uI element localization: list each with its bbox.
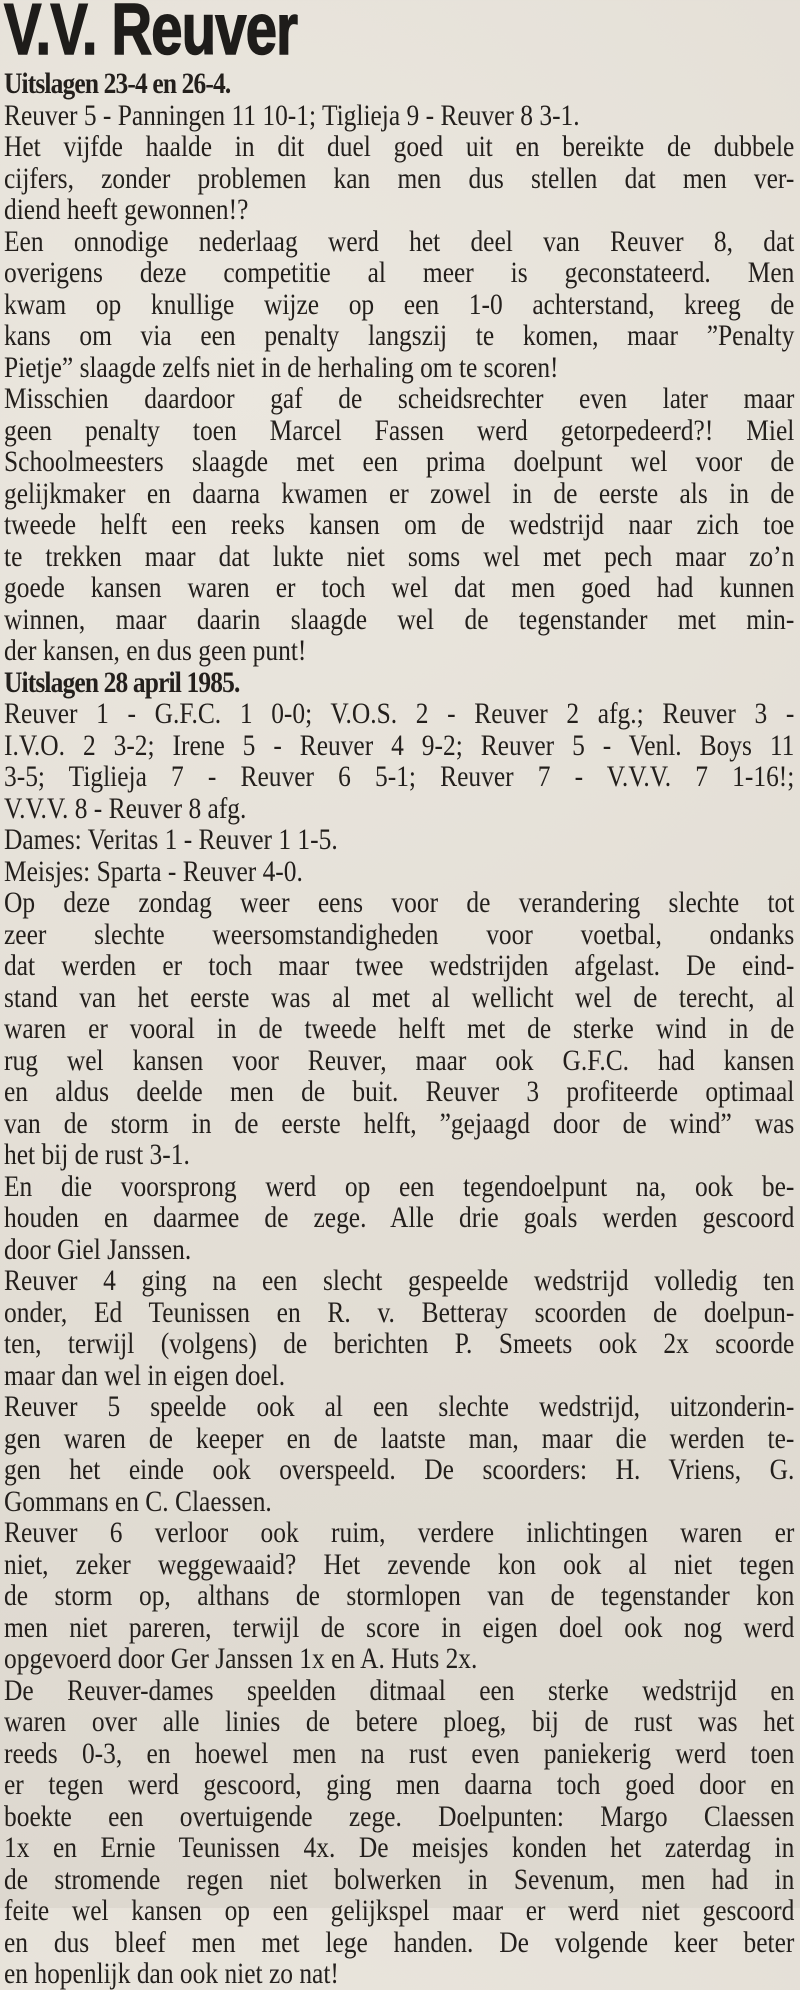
text-line: de storm op, althans de stormlopen van de tegenstander kon — [4, 1579, 795, 1612]
text-line: en dus bleef men met lege handen. De volgende keer beter — [4, 1925, 795, 1959]
text-line: houden en daarmee de zege. Alle drie goals werden gescoord — [4, 1201, 795, 1234]
paragraph — [4, 131, 794, 226]
text-line: Een onnodige nederlaag werd het deel van Reuver 8, dat — [4, 224, 795, 258]
text-line: gen waren de keeper en de laatste man, maar die werden te- — [4, 1421, 795, 1455]
text-line: Reuver 1 - G.F.C. 1 0-0; V.O.S. 2 - Reuver 2 afg.; Reuver 3 - — [4, 697, 795, 730]
text-line: kwam op knullige wijze op een 1-0 achterstand, kreeg de — [4, 287, 795, 321]
results-section — [4, 68, 794, 667]
text-line: Gommans en C. Claessen. — [4, 1484, 272, 1518]
text-line: zeer slechte weersomstandigheden voor voetbal, ondanks — [4, 917, 795, 951]
text-line: geen penalty toen Marcel Fassen werd getorpedeerd?! Miel — [4, 413, 795, 447]
paragraph — [4, 856, 794, 888]
text-line: niet, zeker weggewaaid? Het zevende kon ook al niet tegen — [4, 1547, 795, 1581]
text-line: Reuver 6 verloor ook ruim, verdere inlichtingen waren er — [4, 1516, 795, 1549]
text-line: feite wel kansen op een gelijkspel maar er werd niet gescoord — [4, 1894, 795, 1927]
text-line: En die voorsprong werd op een tegendoelpunt na, ook be- — [4, 1169, 795, 1203]
text-line: der kansen, en dus geen punt! — [4, 634, 307, 667]
text-line: maar dan wel in eigen doel. — [4, 1358, 286, 1392]
text-line: Pietje” slaagde zelfs niet in de herhaling om te scoren! — [4, 350, 559, 384]
section-heading: Uitslagen 23-4 en 26-4. — [4, 67, 231, 100]
paragraph — [4, 100, 794, 132]
text-line: het bij de rust 3-1. — [4, 1138, 190, 1171]
text-line: waren er vooral in de tweede helft met de sterke wind in de — [4, 1012, 795, 1045]
text-line: boekte een overtuigende zege. Doelpunten: Margo Claessen — [4, 1799, 795, 1833]
text-line: Misschien daardoor gaf de scheidsrechter even later maar — [4, 382, 795, 415]
paragraph — [4, 1517, 794, 1675]
text-line: Het vijfde haalde in dit duel goed uit en bereikte de dubbele — [4, 130, 795, 163]
text-line: Op deze zondag weer eens voor de verandering slechte tot — [4, 886, 795, 919]
text-line: reeds 0-3, en hoewel men na rust even paniekerig werd toen — [4, 1736, 795, 1770]
text-line: I.V.O. 2 3-2; Irene 5 - Reuver 4 9-2; Reuver 5 - Venl. Boys 11 — [4, 728, 795, 762]
paragraph — [4, 383, 794, 667]
text-line: Reuver 5 - Panningen 11 10-1; Tiglieja 9 - Reuver 8 3-1. — [4, 98, 580, 132]
text-line: Schoolmeesters slaagde met een prima doelpunt wel voor de — [4, 445, 795, 478]
paragraph — [4, 1675, 794, 1990]
text-line: door Giel Janssen. — [4, 1232, 192, 1266]
paragraph — [4, 1265, 794, 1391]
text-line: rug wel kansen voor Reuver, maar ook G.F.C. had kansen — [4, 1043, 795, 1077]
text-line: onder, Ed Teunissen en R. v. Betteray scoorden de doelpun- — [4, 1295, 795, 1329]
results-section — [4, 667, 794, 1990]
article-body — [4, 68, 794, 1990]
section-heading: Uitslagen 28 april 1985. — [4, 665, 240, 699]
text-line: opgevoerd door Ger Janssen 1x en A. Huts 2x. — [4, 1642, 478, 1675]
text-line: ten, terwijl (volgens) de berichten P. Smeets ook 2x scoorde — [4, 1327, 795, 1360]
text-line: 3-5; Tiglieja 7 - Reuver 6 5-1; Reuver 7 - V.V.V. 7 1-16!; — [4, 760, 795, 793]
paragraph — [4, 887, 794, 1171]
text-line: te trekken maar dat lukte niet soms wel met pech maar zo’n — [4, 539, 795, 573]
text-line: Meisjes: Sparta - Reuver 4-0. — [4, 854, 303, 888]
text-line: en hopenlijk dan ook niet zo nat! — [4, 1957, 339, 1990]
paragraph — [4, 698, 794, 824]
paragraph — [4, 824, 794, 856]
text-line: kans om via een penalty langszij te komen, maar ”Penalty — [4, 319, 795, 352]
text-line: stand van het eerste was al met al wellicht wel de terecht, al — [4, 980, 795, 1014]
text-line: cijfers, zonder problemen kan men dus stellen dat men ver- — [4, 161, 795, 195]
text-line: tweede helft een reeks kansen om de wedstrijd naar zich toe — [4, 508, 795, 541]
text-line: 1x en Ernie Teunissen 4x. De meisjes konden het zaterdag in — [4, 1831, 795, 1864]
text-line: Reuver 4 ging na een slecht gespeelde wedstrijd volledig ten — [4, 1264, 795, 1297]
text-line: De Reuver-dames speelden ditmaal een sterke wedstrijd en — [4, 1673, 795, 1707]
text-line: gen het einde ook overspeeld. De scoorders: H. Vriens, G. — [4, 1453, 795, 1486]
text-line: dat werden er toch maar twee wedstrijden afgelast. De eind- — [4, 949, 795, 982]
paragraph — [4, 1391, 794, 1517]
paragraph — [4, 226, 794, 384]
text-line: van de storm in de eerste helft, ”gejaagd door de wind” was — [4, 1106, 795, 1140]
article-title: V.V. Reuver — [4, 0, 298, 70]
text-line: waren over alle linies de betere ploeg, bij de rust was het — [4, 1705, 795, 1738]
text-line: gelijkmaker en daarna kwamen er zowel in de eerste als in de — [4, 476, 795, 510]
text-line: Reuver 5 speelde ook al een slechte wedstrijd, uitzonderin- — [4, 1390, 795, 1423]
paragraph — [4, 1171, 794, 1266]
text-line: diend heeft gewonnen!? — [4, 193, 249, 226]
text-line: overigens deze competitie al meer is geconstateerd. Men — [4, 256, 795, 289]
text-line: goede kansen waren er toch wel dat men goed had kunnen — [4, 571, 795, 604]
text-line: er tegen werd gescoord, ging men daarna toch goed door en — [4, 1768, 795, 1801]
text-line: de stromende regen niet bolwerken in Sevenum, men had in — [4, 1862, 795, 1896]
text-line: V.V.V. 8 - Reuver 8 afg. — [4, 791, 247, 825]
text-line: men niet pareren, terwijl de score in eigen doel ook nog werd — [4, 1610, 795, 1644]
text-line: en aldus deelde men de buit. Reuver 3 profiteerde optimaal — [4, 1075, 795, 1108]
text-line: Dames: Veritas 1 - Reuver 1 1-5. — [4, 823, 338, 856]
text-line: winnen, maar daarin slaagde wel de tegenstander met min- — [4, 602, 795, 636]
